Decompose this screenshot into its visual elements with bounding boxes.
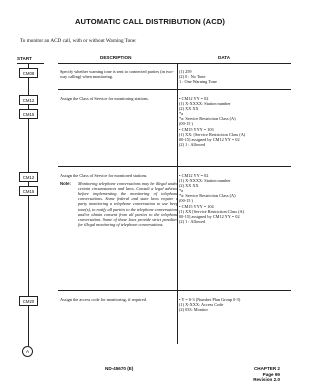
data-header: DATA (218, 55, 231, 60)
header-rule-left (17, 63, 44, 64)
header-rule-main (58, 63, 291, 64)
step3-data: • CM12 YY = 02 (1) X-XXXX: Station number (2) XX XX *a *a: Service Restriction Class (A) (00-15 ) • CM15 YYY = 104 (1) XX [Service Restriction Class (A) 00-15] assigned by CM12 YY = 02 (2) 1 : Allowed (179, 173, 245, 224)
note-label: Note: (60, 181, 71, 187)
separator-1 (58, 89, 291, 90)
page-footer: CHAPTER 2 Page 99 Revision 2.0 (253, 366, 280, 383)
document-number: ND-45670 (E) (105, 366, 134, 371)
cm15-box-1: CM15 (19, 109, 38, 119)
connector-a: A (22, 346, 33, 357)
description-header: DESCRIPTION (100, 55, 132, 60)
cm15-box-2: CM15 (19, 186, 38, 196)
step4-data: • Y = 0-3 (Number Plan Group 0-3) (1) X-XXX: Access Code (2) 033: Monitor (179, 297, 241, 313)
step1-description: Specify whether warning tone is sent to connected parties (in two-way calling) when monitoring. (60, 69, 174, 80)
cm12-box-1: CM12 (19, 95, 38, 105)
step2-data: • CM12 YY = 02 (1) X-XXXX: Station number (2) XX XX *a *a: Service Restriction Class (A) (00-15 ) • CM15 YYY = 103 (1) XX: [Service Restriction Class (A) 00-15] assigned by CM12 YY = 02 (2) 1 : Allowed (179, 96, 246, 147)
legal-note: Monitoring telephone conversations may be illegal under certain circumstances and laws. Consult a legal advisor before implementing the monitoring of telephone conversations. Some federal and state laws require a party monitoring a telephone conversation to use beep tone(s), to notify all parties to the telephone conversation, and/or obtain consent from all parties to the telephone conversation. Some of these laws provide strict penalties for illegal monitoring of telephone conversations. (78, 181, 178, 227)
step3-description: Assign the Class of Service for monitored stations. Note: Monitoring telephone conversations may be illegal under certain circumstances and laws. Consult a legal advisor before implementing the monitoring of telephone conversations. Some federal and state laws require a party monitoring a telephone conversation to use beep tone(s), to notify all parties to the telephone conversation, and/or obtain consent from all parties to the telephone conversation. Some of these laws provide strict penalties for illegal monitoring of telephone conversations. (60, 173, 178, 227)
separator-3 (58, 290, 291, 291)
cm08-box: CM08 (19, 68, 38, 78)
intro-text: To monitor an ACD call, with or without Warning Tone: (20, 38, 137, 44)
step1-data: (1) 259 (2) 0 : No Tone 1 : One Warning Tone (179, 69, 217, 85)
cm12-box-2: CM12 (19, 172, 38, 182)
step4-description: Assign the access code for monitoring, if required. (60, 297, 147, 302)
step2-description: Assign the Class of Service for monitoring stations. (60, 96, 149, 101)
page-title: AUTOMATIC CALL DISTRIBUTION (ACD) (74, 17, 226, 26)
cm20-box: CM20 (19, 296, 38, 306)
separator-2 (58, 166, 291, 167)
start-label: START (17, 56, 32, 61)
